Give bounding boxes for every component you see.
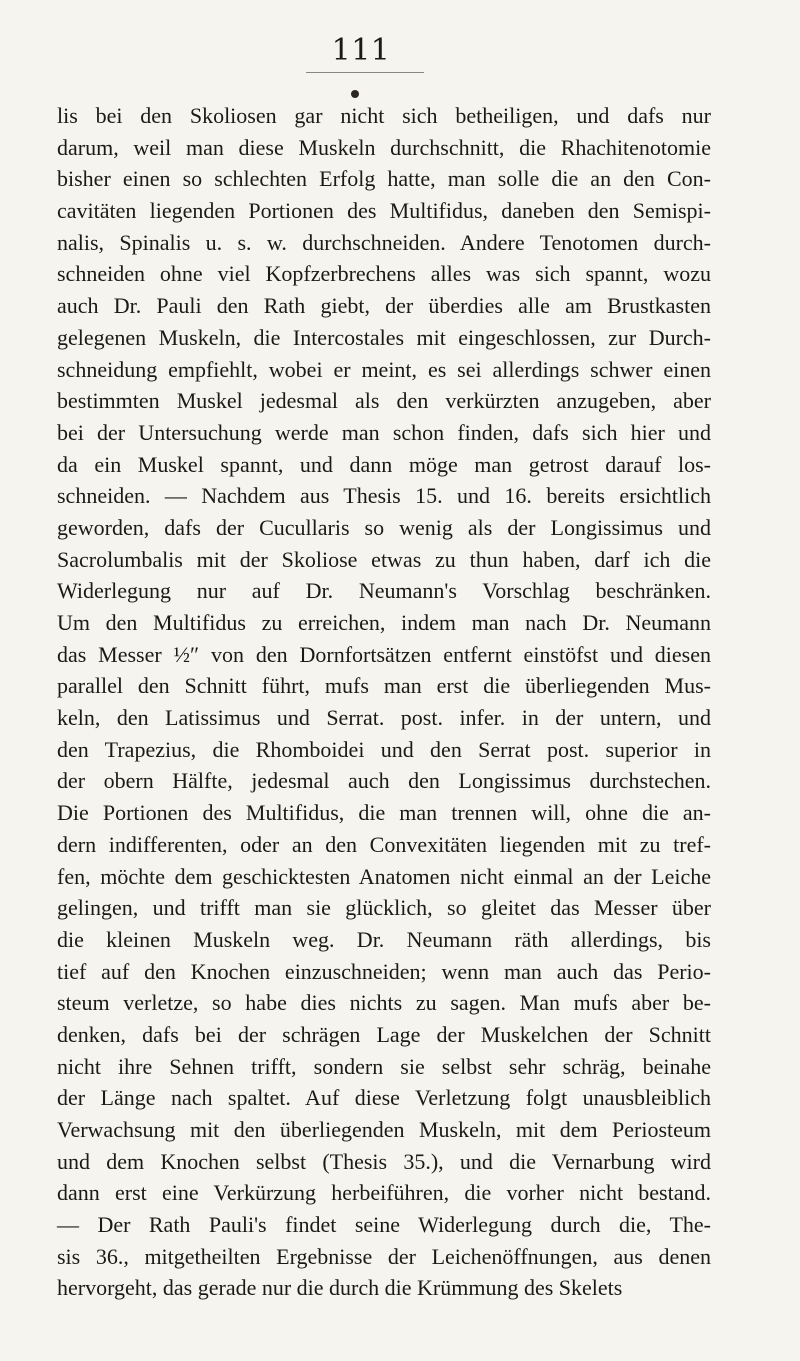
text-line: lis bei den Skoliosen gar nicht sich betheiligen, und dafs nur [57,103,711,128]
text-line: fen, möchte dem geschicktesten Anatomen nicht einmal an der Leiche [57,863,711,889]
text-line: geworden, dafs der Cucullaris so wenig als der Longissimus und [57,514,711,540]
text-line: parallel den Schnitt führt, mufs man erst die überliegenden Mus- [57,673,711,699]
text-line: nicht ihre Sehnen trifft, sondern sie selbst sehr schräg, beinahe [57,1053,711,1079]
text-line: gelegenen Muskeln, die Intercostales mit eingeschlossen, zur Durch- [57,324,711,350]
text-line: Die Portionen des Multifidus, die man trennen will, ohne die an- [57,800,711,826]
text-line: tief auf den Knochen einzuschneiden; wenn man auch das Perio- [57,958,711,984]
text-line: steum verletze, so habe dies nichts zu sagen. Man mufs aber be- [57,990,711,1016]
text-line: der Länge nach spaltet. Auf diese Verletzung folgt unausbleiblich [57,1085,711,1111]
text-line: auch Dr. Pauli den Rath giebt, der überdies alle am Brustkasten [57,293,711,319]
text-line: bestimmten Muskel jedesmal als den verkürzten anzugeben, aber [57,388,711,414]
text-line: keln, den Latissimus und Serrat. post. infer. in der untern, und [57,705,711,731]
text-line: die kleinen Muskeln weg. Dr. Neumann räth allerdings, bis [57,926,711,952]
text-line: Verwachsung mit den überliegenden Muskeln, mit dem Periosteum [57,1117,711,1142]
text-line: Widerlegung nur auf Dr. Neumann's Vorschlag beschränken. [57,578,711,604]
text-line: der obern Hälfte, jedesmal auch den Longissimus durchstechen. [57,768,711,794]
text-line: cavitäten liegenden Portionen des Multifidus, daneben den Semispi- [57,198,711,224]
text-line: denken, dafs bei der schrägen Lage der Muskelchen der Schnitt [57,1021,711,1047]
text-line: bei der Untersuchung werde man schon finden, dafs sich hier und [57,419,711,445]
text-line: das Messer ½″ von den Dornfortsätzen entfernt einstöfst und diesen [57,641,711,667]
text-line: den Trapezius, die Rhomboidei und den Serrat post. superior in [57,736,711,762]
text-line: schneiden ohne viel Kopfzerbrechens alles was sich spannt, wozu [57,261,711,287]
text-line: gelingen, und trifft man sie glücklich, so gleitet das Messer über [57,895,711,921]
text-line: dann erst eine Verkürzung herbeiführen, die vorher nicht bestand. [57,1180,711,1206]
text-line: hervorgeht, das gerade nur die durch die Krümmung des Skelets [57,1275,623,1301]
text-line: dern indifferenten, oder an den Convexitäten liegenden mit zu tref- [57,831,711,857]
text-line: darum, weil man diese Muskeln durchschnitt, die Rhachitenotomie [57,134,711,160]
text-line: — Der Rath Pauli's findet seine Widerlegung durch die, The- [57,1212,711,1238]
text-line: sis 36., mitgetheilten Ergebnisse der Leichenöffnungen, aus denen [57,1243,711,1269]
text-line: nalis, Spinalis u. s. w. durchschneiden. Andere Tenotomen durch- [57,229,711,255]
text-line: und dem Knochen selbst (Thesis 35.), und die Vernarbung wird [57,1148,711,1174]
text-line: da ein Muskel spannt, und dann möge man getrost darauf los- [57,451,711,477]
text-line: schneidung empfiehlt, wobei er meint, es sei allerdings schwer einen [57,356,711,382]
page-number: 111 [331,33,391,68]
text-line: Um den Multifidus zu erreichen, indem man nach Dr. Neumann [57,610,711,635]
text-line: Sacrolumbalis mit der Skoliose etwas zu thun haben, darf ich die [57,546,711,572]
text-line: schneiden. — Nachdem aus Thesis 15. und 16. bereits ersichtlich [57,483,711,509]
ink-dot [351,90,359,98]
body-text [57,100,711,1304]
header-rule [306,72,424,73]
text-line: bisher einen so schlechten Erfolg hatte, man solle die an den Con- [57,166,711,192]
